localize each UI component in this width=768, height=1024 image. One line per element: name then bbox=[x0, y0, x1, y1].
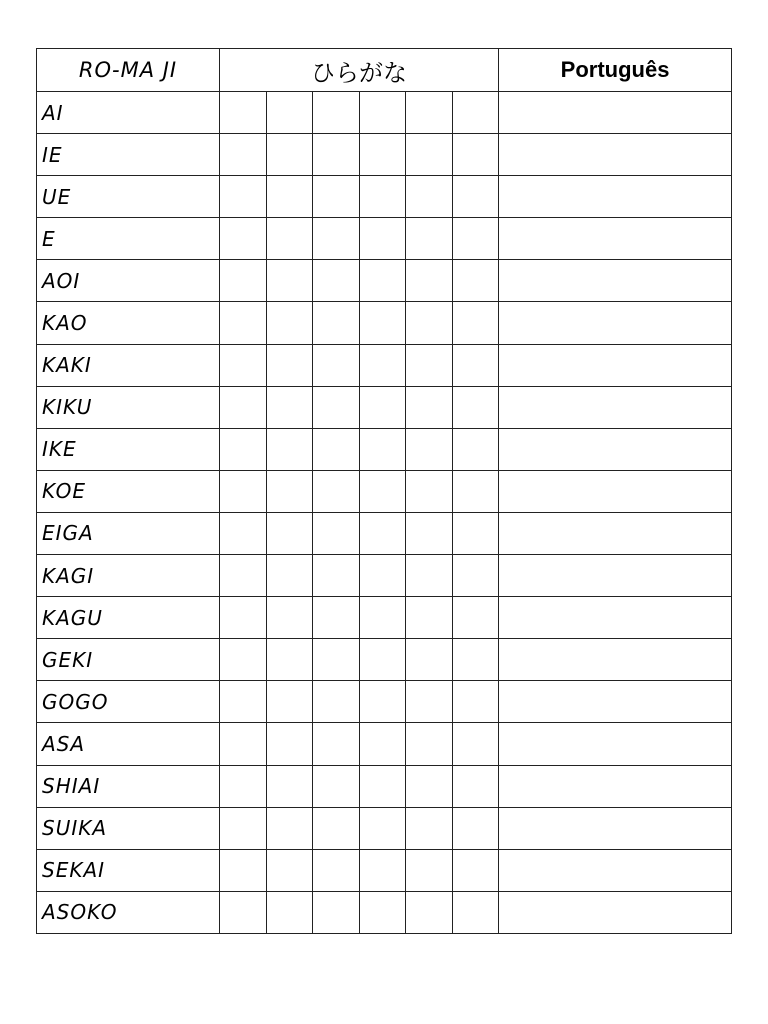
hiragana-writing-box[interactable] bbox=[452, 512, 499, 554]
word-row bbox=[37, 470, 732, 512]
vocabulary-worksheet-table bbox=[36, 48, 732, 934]
hiragana-writing-box[interactable] bbox=[313, 723, 360, 765]
hiragana-writing-box[interactable] bbox=[266, 386, 313, 428]
hiragana-writing-box[interactable] bbox=[313, 807, 360, 849]
hiragana-writing-box[interactable] bbox=[220, 218, 267, 260]
portuguese-translation-cell[interactable] bbox=[499, 765, 732, 807]
hiragana-writing-box[interactable] bbox=[266, 134, 313, 176]
portuguese-translation-cell[interactable] bbox=[499, 260, 732, 302]
hiragana-writing-box[interactable] bbox=[220, 260, 267, 302]
hiragana-writing-box[interactable] bbox=[266, 723, 313, 765]
hiragana-writing-box[interactable] bbox=[452, 891, 499, 933]
hiragana-writing-box[interactable] bbox=[266, 849, 313, 891]
hiragana-header: ひらがな bbox=[220, 49, 499, 92]
hiragana-writing-box[interactable] bbox=[406, 639, 453, 681]
romaji-word: UE bbox=[37, 176, 220, 218]
hiragana-writing-box[interactable] bbox=[359, 302, 406, 344]
portuguese-translation-cell[interactable] bbox=[499, 344, 732, 386]
word-row bbox=[37, 891, 732, 933]
hiragana-writing-box[interactable] bbox=[313, 134, 360, 176]
hiragana-writing-box[interactable] bbox=[266, 891, 313, 933]
portuguese-translation-cell[interactable] bbox=[499, 555, 732, 597]
hiragana-writing-box[interactable] bbox=[406, 891, 453, 933]
hiragana-writing-box[interactable] bbox=[359, 512, 406, 554]
portuguese-translation-cell[interactable] bbox=[499, 176, 732, 218]
hiragana-writing-box[interactable] bbox=[406, 218, 453, 260]
word-row bbox=[37, 555, 732, 597]
hiragana-writing-box[interactable] bbox=[266, 176, 313, 218]
hiragana-writing-box[interactable] bbox=[220, 134, 267, 176]
hiragana-writing-box[interactable] bbox=[266, 302, 313, 344]
hiragana-writing-box[interactable] bbox=[266, 597, 313, 639]
hiragana-writing-box[interactable] bbox=[220, 639, 267, 681]
portuguese-translation-cell[interactable] bbox=[499, 92, 732, 134]
hiragana-writing-box[interactable] bbox=[266, 512, 313, 554]
header-row bbox=[37, 49, 732, 92]
hiragana-writing-box[interactable] bbox=[313, 302, 360, 344]
portuguese-translation-cell[interactable] bbox=[499, 849, 732, 891]
romaji-word: IE bbox=[37, 134, 220, 176]
romaji-word: KAO bbox=[37, 302, 220, 344]
romaji-word: SHIAI bbox=[37, 765, 220, 807]
word-row bbox=[37, 765, 732, 807]
word-row bbox=[37, 428, 732, 470]
portuguese-translation-cell[interactable] bbox=[499, 639, 732, 681]
hiragana-writing-box[interactable] bbox=[313, 597, 360, 639]
hiragana-writing-box[interactable] bbox=[359, 92, 406, 134]
word-row bbox=[37, 807, 732, 849]
hiragana-writing-box[interactable] bbox=[359, 470, 406, 512]
hiragana-writing-box[interactable] bbox=[359, 555, 406, 597]
romaji-word: KOE bbox=[37, 470, 220, 512]
hiragana-writing-box[interactable] bbox=[452, 260, 499, 302]
portuguese-translation-cell[interactable] bbox=[499, 134, 732, 176]
hiragana-writing-box[interactable] bbox=[220, 765, 267, 807]
word-row bbox=[37, 344, 732, 386]
portuguese-translation-cell[interactable] bbox=[499, 428, 732, 470]
portuguese-translation-cell[interactable] bbox=[499, 597, 732, 639]
hiragana-writing-box[interactable] bbox=[452, 639, 499, 681]
hiragana-writing-box[interactable] bbox=[452, 470, 499, 512]
hiragana-writing-box[interactable] bbox=[266, 344, 313, 386]
romaji-word: AI bbox=[37, 92, 220, 134]
hiragana-writing-box[interactable] bbox=[313, 681, 360, 723]
hiragana-writing-box[interactable] bbox=[406, 134, 453, 176]
hiragana-writing-box[interactable] bbox=[220, 302, 267, 344]
hiragana-writing-box[interactable] bbox=[313, 386, 360, 428]
hiragana-writing-box[interactable] bbox=[220, 92, 267, 134]
hiragana-writing-box[interactable] bbox=[359, 723, 406, 765]
hiragana-writing-box[interactable] bbox=[313, 765, 360, 807]
word-row bbox=[37, 512, 732, 554]
hiragana-writing-box[interactable] bbox=[313, 176, 360, 218]
word-row bbox=[37, 92, 732, 134]
romaji-word: IKE bbox=[37, 428, 220, 470]
hiragana-writing-box[interactable] bbox=[220, 807, 267, 849]
romaji-word: KAGI bbox=[37, 555, 220, 597]
hiragana-writing-box[interactable] bbox=[452, 386, 499, 428]
hiragana-writing-box[interactable] bbox=[406, 512, 453, 554]
hiragana-writing-box[interactable] bbox=[406, 849, 453, 891]
hiragana-writing-box[interactable] bbox=[220, 849, 267, 891]
hiragana-writing-box[interactable] bbox=[359, 681, 406, 723]
hiragana-writing-box[interactable] bbox=[359, 849, 406, 891]
hiragana-writing-box[interactable] bbox=[359, 765, 406, 807]
hiragana-writing-box[interactable] bbox=[266, 92, 313, 134]
hiragana-writing-box[interactable] bbox=[452, 555, 499, 597]
hiragana-writing-box[interactable] bbox=[406, 428, 453, 470]
romaji-word: EIGA bbox=[37, 512, 220, 554]
portuguese-translation-cell[interactable] bbox=[499, 723, 732, 765]
hiragana-writing-box[interactable] bbox=[313, 849, 360, 891]
romaji-header: RO-MA JI bbox=[37, 49, 220, 92]
romaji-word: GEKI bbox=[37, 639, 220, 681]
portuguese-translation-cell[interactable] bbox=[499, 386, 732, 428]
portuguese-translation-cell[interactable] bbox=[499, 807, 732, 849]
hiragana-writing-box[interactable] bbox=[406, 92, 453, 134]
word-row bbox=[37, 218, 732, 260]
hiragana-writing-box[interactable] bbox=[359, 891, 406, 933]
hiragana-writing-box[interactable] bbox=[220, 512, 267, 554]
hiragana-writing-box[interactable] bbox=[266, 260, 313, 302]
hiragana-writing-box[interactable] bbox=[220, 597, 267, 639]
hiragana-writing-box[interactable] bbox=[452, 681, 499, 723]
hiragana-writing-box[interactable] bbox=[406, 555, 453, 597]
hiragana-writing-box[interactable] bbox=[406, 597, 453, 639]
word-row bbox=[37, 723, 732, 765]
word-row bbox=[37, 176, 732, 218]
word-row bbox=[37, 639, 732, 681]
portuguese-translation-cell[interactable] bbox=[499, 891, 732, 933]
hiragana-writing-box[interactable] bbox=[452, 134, 499, 176]
hiragana-writing-box[interactable] bbox=[220, 176, 267, 218]
portuguese-translation-cell[interactable] bbox=[499, 681, 732, 723]
hiragana-writing-box[interactable] bbox=[220, 681, 267, 723]
hiragana-writing-box[interactable] bbox=[313, 555, 360, 597]
romaji-word: KIKU bbox=[37, 386, 220, 428]
hiragana-writing-box[interactable] bbox=[313, 428, 360, 470]
hiragana-writing-box[interactable] bbox=[359, 597, 406, 639]
hiragana-writing-box[interactable] bbox=[452, 92, 499, 134]
hiragana-writing-box[interactable] bbox=[406, 723, 453, 765]
hiragana-writing-box[interactable] bbox=[266, 218, 313, 260]
hiragana-writing-box[interactable] bbox=[359, 134, 406, 176]
hiragana-writing-box[interactable] bbox=[452, 765, 499, 807]
hiragana-writing-box[interactable] bbox=[452, 344, 499, 386]
hiragana-writing-box[interactable] bbox=[313, 891, 360, 933]
word-row bbox=[37, 260, 732, 302]
hiragana-writing-box[interactable] bbox=[220, 428, 267, 470]
hiragana-writing-box[interactable] bbox=[266, 681, 313, 723]
hiragana-writing-box[interactable] bbox=[220, 891, 267, 933]
romaji-word: E bbox=[37, 218, 220, 260]
portuguese-translation-cell[interactable] bbox=[499, 302, 732, 344]
hiragana-writing-box[interactable] bbox=[406, 344, 453, 386]
hiragana-writing-box[interactable] bbox=[220, 470, 267, 512]
hiragana-writing-box[interactable] bbox=[313, 344, 360, 386]
hiragana-writing-box[interactable] bbox=[359, 807, 406, 849]
portuguese-header: Português bbox=[499, 49, 732, 92]
hiragana-writing-box[interactable] bbox=[220, 723, 267, 765]
hiragana-writing-box[interactable] bbox=[313, 92, 360, 134]
hiragana-writing-box[interactable] bbox=[406, 386, 453, 428]
hiragana-writing-box[interactable] bbox=[313, 639, 360, 681]
hiragana-writing-box[interactable] bbox=[220, 386, 267, 428]
romaji-word: SEKAI bbox=[37, 849, 220, 891]
hiragana-writing-box[interactable] bbox=[266, 639, 313, 681]
portuguese-translation-cell[interactable] bbox=[499, 512, 732, 554]
word-row bbox=[37, 681, 732, 723]
word-row bbox=[37, 597, 732, 639]
hiragana-writing-box[interactable] bbox=[452, 176, 499, 218]
hiragana-writing-box[interactable] bbox=[452, 807, 499, 849]
romaji-word: ASOKO bbox=[37, 891, 220, 933]
word-row bbox=[37, 302, 732, 344]
hiragana-writing-box[interactable] bbox=[406, 765, 453, 807]
hiragana-writing-box[interactable] bbox=[406, 302, 453, 344]
hiragana-writing-box[interactable] bbox=[359, 428, 406, 470]
hiragana-writing-box[interactable] bbox=[452, 218, 499, 260]
romaji-word: KAGU bbox=[37, 597, 220, 639]
hiragana-writing-box[interactable] bbox=[313, 512, 360, 554]
word-row bbox=[37, 134, 732, 176]
hiragana-writing-box[interactable] bbox=[359, 260, 406, 302]
hiragana-writing-box[interactable] bbox=[452, 428, 499, 470]
hiragana-writing-box[interactable] bbox=[266, 470, 313, 512]
hiragana-writing-box[interactable] bbox=[220, 344, 267, 386]
hiragana-writing-box[interactable] bbox=[406, 470, 453, 512]
hiragana-writing-box[interactable] bbox=[452, 849, 499, 891]
romaji-word: AOI bbox=[37, 260, 220, 302]
hiragana-writing-box[interactable] bbox=[452, 597, 499, 639]
romaji-word: ASA bbox=[37, 723, 220, 765]
hiragana-writing-box[interactable] bbox=[313, 218, 360, 260]
hiragana-writing-box[interactable] bbox=[406, 260, 453, 302]
hiragana-writing-box[interactable] bbox=[266, 555, 313, 597]
hiragana-writing-box[interactable] bbox=[406, 807, 453, 849]
hiragana-writing-box[interactable] bbox=[359, 344, 406, 386]
hiragana-writing-box[interactable] bbox=[220, 555, 267, 597]
hiragana-writing-box[interactable] bbox=[452, 723, 499, 765]
hiragana-writing-box[interactable] bbox=[266, 765, 313, 807]
hiragana-writing-box[interactable] bbox=[266, 807, 313, 849]
hiragana-writing-box[interactable] bbox=[313, 260, 360, 302]
hiragana-writing-box[interactable] bbox=[359, 386, 406, 428]
hiragana-writing-box[interactable] bbox=[359, 639, 406, 681]
hiragana-writing-box[interactable] bbox=[359, 218, 406, 260]
portuguese-translation-cell[interactable] bbox=[499, 470, 732, 512]
hiragana-writing-box[interactable] bbox=[452, 302, 499, 344]
hiragana-writing-box[interactable] bbox=[406, 176, 453, 218]
hiragana-writing-box[interactable] bbox=[359, 176, 406, 218]
portuguese-translation-cell[interactable] bbox=[499, 218, 732, 260]
hiragana-writing-box[interactable] bbox=[266, 428, 313, 470]
romaji-word: SUIKA bbox=[37, 807, 220, 849]
word-row bbox=[37, 849, 732, 891]
word-row bbox=[37, 386, 732, 428]
hiragana-writing-box[interactable] bbox=[406, 681, 453, 723]
romaji-word: GOGO bbox=[37, 681, 220, 723]
romaji-word: KAKI bbox=[37, 344, 220, 386]
hiragana-writing-box[interactable] bbox=[313, 470, 360, 512]
